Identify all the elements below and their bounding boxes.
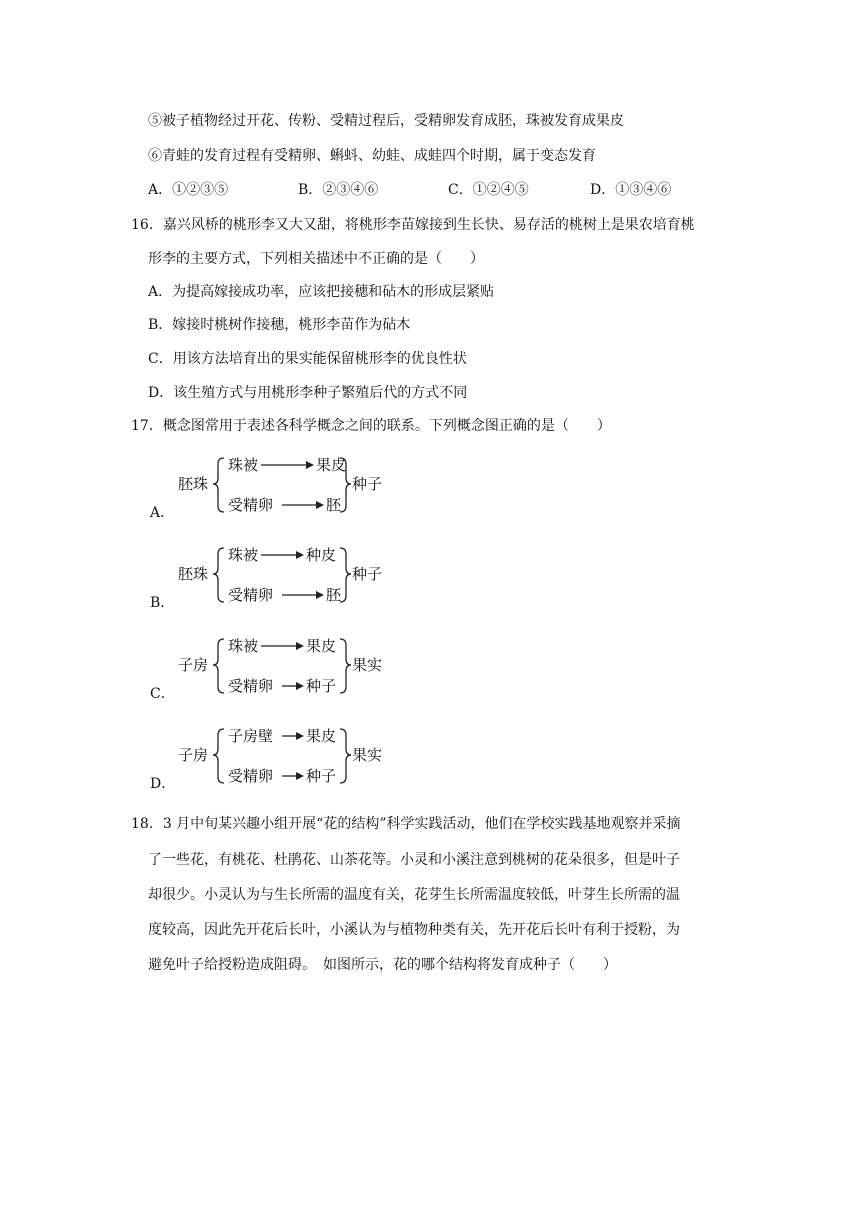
diagram-top-to: 果皮 (306, 727, 337, 745)
q18-line-3: 却很少。小灵认为与生长所需的温度有关，花芽生长所需温度较低，叶芽生长所需的温 (148, 887, 680, 903)
diagram-left-term: 子房 (178, 746, 209, 764)
diagram-bottom-from: 受精卵 (228, 767, 274, 785)
diagram-result: 种子 (352, 475, 383, 493)
q15-options (148, 180, 671, 200)
q16-option-d: D．该生殖方式与用桃形李种子繁殖后代的方式不同 (148, 385, 468, 401)
diagram-result: 果实 (352, 746, 383, 764)
diagram-bottom-to: 胚 (326, 496, 342, 514)
q17-diagram-b (178, 542, 408, 612)
diagram-bottom-to: 种子 (306, 767, 337, 785)
q18-line-4: 度较高，因此先开花后长叶，小溪认为与植物种类有关，先开花后长叶有利于授粉，为 (148, 922, 680, 938)
q17-option-d-letter: D． (150, 776, 176, 792)
diagram-top-to: 果皮 (316, 456, 347, 474)
diagram-left-term: 子房 (178, 656, 209, 674)
q18-line-2: 了一些花，有桃花、杜鹃花、山茶花等。小灵和小溪注意到桃树的花朵很多，但是叶子 (148, 852, 680, 868)
diagram-bottom-from: 受精卵 (228, 496, 274, 514)
q15-option-c: C．①②④⑤ (448, 182, 529, 198)
diagram-bottom-from: 受精卵 (228, 677, 274, 695)
q16-stem-line-1: 16．嘉兴风桥的桃形李又大又甜，将桃形李苗嫁接到生长快、易存活的桃树上是果农培育桃 (131, 217, 695, 233)
diagram-left-term: 胚珠 (178, 475, 209, 493)
q17-option-a-letter: A． (150, 505, 175, 521)
q15-option-b: B．②③④⑥ (298, 182, 379, 198)
diagram-top-from: 珠被 (228, 637, 259, 655)
diagram-top-from: 珠被 (228, 456, 259, 474)
diagram-bottom-from: 受精卵 (228, 586, 274, 604)
q17-option-c-letter: C． (150, 686, 175, 702)
q15-option-a: A．①②③⑤ (148, 182, 229, 198)
q16-option-b: B．嫁接时桃树作接穗，桃形李苗作为砧木 (148, 317, 411, 333)
diagram-bottom-to: 种子 (306, 677, 337, 695)
q17-diagram-c (178, 633, 408, 703)
q16-option-c: C．用该方法培育出的果实能保留桃形李的优良性状 (148, 351, 467, 367)
q18-line-5: 避免叶子给授粉造成阻碍。 如图所示，花的哪个结构将发育成种子（ ） (148, 957, 617, 973)
q15-item-6: ⑥青蛙的发育过程有受精卵、蝌蚪、幼蛙、成蛙四个时期，属于变态发育 (148, 148, 596, 164)
diagram-top-from: 子房壁 (228, 727, 274, 745)
q17-diagram-a (178, 452, 408, 522)
diagram-result: 种子 (352, 565, 383, 583)
q15-option-d: D．①③④⑥ (590, 182, 672, 198)
q16-option-a: A．为提高嫁接成功率，应该把接穗和砧木的形成层紧贴 (148, 284, 495, 300)
diagram-top-to: 果皮 (306, 637, 337, 655)
q16-stem-line-2: 形李的主要方式，下列相关描述中不正确的是（ ） (148, 251, 484, 267)
diagram-bottom-to: 胚 (326, 586, 342, 604)
q17-option-b-letter: B． (150, 595, 175, 611)
diagram-top-to: 种皮 (306, 546, 337, 564)
diagram-top-from: 珠被 (228, 546, 259, 564)
q17-stem: 17．概念图常用于表述各科学概念之间的联系。下列概念图正确的是（ ） (131, 418, 611, 434)
q17-diagram-d (178, 723, 408, 793)
q18-line-1: 18．3 月中旬某兴趣小组开展“花的结构”科学实践活动，他们在学校实践基地观察并采摘 (131, 816, 681, 832)
q15-item-5: ⑤被子植物经过开花、传粉、受精过程后，受精卵发育成胚，珠被发育成果皮 (148, 113, 624, 129)
diagram-left-term: 胚珠 (178, 565, 209, 583)
diagram-result: 果实 (352, 656, 383, 674)
